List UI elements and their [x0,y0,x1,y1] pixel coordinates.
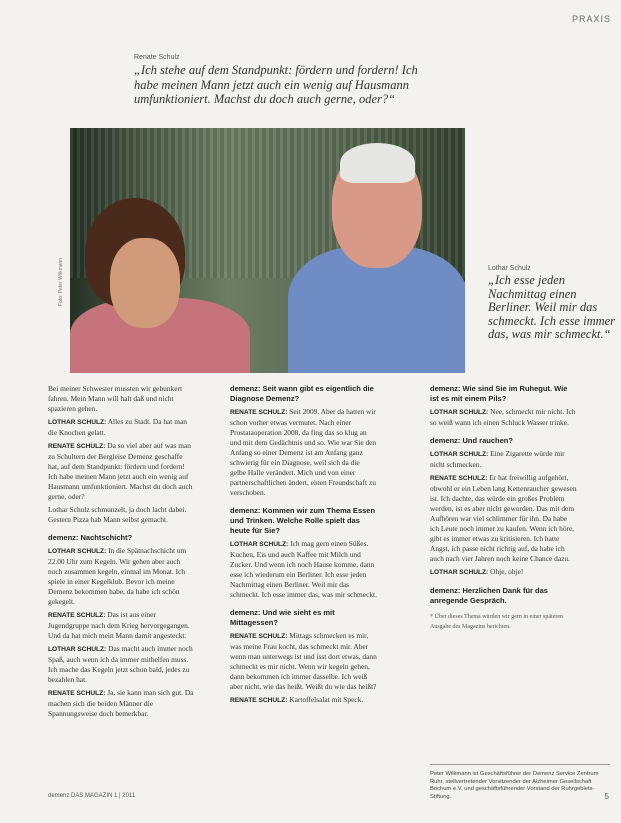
paragraph [230,407,377,498]
paragraph-text: Ohje, ohje! [490,567,524,576]
paragraph [48,546,195,607]
paragraph-text: Nee, schmeckt mir nicht. Ich so weiß wann ich einen Schluck Wasser trinke. [430,407,576,427]
interview-question: demenz: Nachtschicht? [48,533,133,542]
paragraph [230,539,377,600]
speaker: LOTHAR SCHULZ: [48,646,107,653]
author-bio: Peter Wilkmann ist Geschäftsführer der Demenz Service Zentrum Ruhr, stellvertretender Vorsitzender der Alzheimer Gesellschaft Bochum e.V. und geschäftsführender Vorstand der Ruhrgebiets-Stiftung. [430,764,610,801]
speaker: RENATE SCHULZ: [48,690,106,697]
speaker: LOTHAR SCHULZ: [430,451,489,458]
paragraph [430,407,577,428]
speaker: LOTHAR SCHULZ: [48,419,107,426]
quote-text: „Ich esse jeden Nachmittag einen Berliner. Weil mir das schmeckt. Ich esse immer das, was mir schmeckt.“ [488,273,616,341]
paragraph [230,695,377,706]
paragraph-text: Eine Zigarette würde mir nicht schmecken. [430,449,565,469]
top-pull-quote [134,54,434,107]
speaker: LOTHAR SCHULZ: [230,541,289,548]
article-column-3 [430,384,577,632]
speaker: LOTHAR SCHULZ: [430,569,489,576]
interview-question: demenz: Wie sind Sie im Ruhegut. Wie ist es mit einem Pils? [430,384,568,403]
quote-speaker-name: Lothar Schulz [488,265,531,272]
side-pull-quote [488,265,616,342]
paragraph [430,449,577,470]
paragraph: Lothar Schulz schmunzelt, ja doch lacht dabei. Gestern Pizza hab Mann selbst gemacht. [48,505,187,524]
speaker: RENATE SCHULZ: [48,443,106,450]
speaker: RENATE SCHULZ: [230,697,288,704]
paragraph-text: Mittags schmecken es mir, was meine Frau kocht, das schmeckt mir. Aber wenn man unterwegs ist und isst dort etwas, dann schmeckt es mir nicht. Wenn wir kegeln gehen, dann bekommen ich immer dasselbe. Ich weiß aber nicht, wie das heißt. Weißt du wie das heißt? [230,631,377,691]
quote-speaker-name: Renate Schulz [134,54,180,61]
speaker: RENATE SCHULZ: [230,409,288,416]
paragraph [430,473,577,564]
paragraph-text: Da so viel aber auf was man zu Schultern der Bergleise Demenz geschaffe hat, auf dem Standpunkt: fördern und fordern! Ich habe meinen Mann jetzt auch ein wenig auf Hausmann umfunktioniert. Machst du doch auch gerne, oder? [48,441,193,501]
paragraph [48,417,195,438]
paragraph-text: Ich mag gern einen Süßes. Kuchen, Eis und auch Kaffee mit Milch und Zucker. Und wenn ich noch Hause komme, dann esse ich wiederum ein Berliner. Ich esse jeden Nachmittag einen Berliner. Weil mir das schmeckt. Ich esse immer das, was mir schmeckt. [230,539,377,599]
magazine-footer: demenz DAS MAGAZIN 1 | 2011 [48,793,136,799]
paragraph [48,688,195,719]
paragraph [48,441,195,502]
paragraph-text: Er hat freiwillig aufgehört, obwohl er ein Leben lang Kettenraucher gewesen ist. Ich dachte, das würde ein großes Problem werden, ist es aber nicht geworden. Das mit dem Aufhören war viel schlimmer für ihn. Da habe ich Leute noch immer zu kaufen. Wenn ich höre, gibt es immer etwas zu kritisieren. Ich hatte Angst, ich passe nicht richtig auf, da habe ich auch nach vier Jahren noch keine Chance dazu. [430,473,577,563]
footnote: * Über dieses Thema würden wir gern in einer späteren Ausgabe des Magazins berichten. [430,614,564,630]
interview-question: demenz: Seit wann gibt es eigentlich die Diagnose Demenz? [230,384,374,403]
paragraph [48,610,195,641]
interview-question: demenz: Und rauchen? [430,436,513,445]
quote-text: „Ich stehe auf dem Standpunkt: fördern und fordern! Ich habe meinen Mann jetzt auch ein wenig auf Hausmann umfunktioniert. Machst du doch auch gerne, oder?“ [134,63,418,106]
interview-question: demenz: Kommen wir zum Thema Essen und Trinken. Welche Rolle spielt das heute für Sie? [230,506,376,535]
paragraph-text: Kartoffelsalat mit Speck. [289,695,364,704]
paragraph-text: In die Spätnachschicht um 22.00 Uhr zum Kegeln. Wir gehen aber auch noch zusammen kegeln, einmal im Monat. Ich spiele in einer Kegelklub. Bevor ich meine Demenz bekommen habe, da habe ich schön gekegelt. [48,546,187,606]
interview-question: demenz: Und wie sieht es mit Mittagessen? [230,608,335,627]
speaker: LOTHAR SCHULZ: [430,409,489,416]
speaker: LOTHAR SCHULZ: [48,548,107,555]
interview-photo [70,128,465,373]
article-column-1 [48,384,195,722]
photo-credit: Foto: Peter Wilkmann [58,257,64,306]
interview-question: demenz: Herzlichen Dank für das anregende Gespräch. [430,586,548,605]
man-figure-hair [340,143,415,183]
paragraph-text: Alles zu Stadt. Da hat man die Knochen gelatt. [48,417,187,437]
paragraph-text: Ja, sie kann man sich gut. Da machen sich die beiden Männer die Spannungsweise doch bemerkbar. [48,688,194,718]
paragraph-text: Das macht auch immer noch Spaß, auch wenn ich da immer mithelfen muss. Ich mache das Kegeln jetzt schon bald, jedes zu bezahlen hat. [48,644,193,684]
speaker: RENATE SCHULZ: [48,612,106,619]
paragraph [430,567,577,578]
paragraph: Bei meiner Schwester mussten wir gebunkert fahren. Mein Mann will halt daß und nicht spazieren gehen. [48,384,183,413]
paragraph-text: Das ist aus einer Jugendgruppe nach dem Krieg hervorgegangen. Und da hat mich mein Mann damit angesteckt. [48,610,190,640]
speaker: RENATE SCHULZ: [230,633,288,640]
page-number: 5 [604,792,609,801]
article-column-2 [230,384,377,709]
paragraph-text: Seit 2009. Aber da hatten wir schon vorher etwas vermutet. Nach einer Prostataoperation 2008, da fing das so klug an und mit dem Gedächtnis und so. Wie war Sie den Anfang so einer Demenz ist am Anfang ganz schwierig für ein Diagnose, weil sich da die gelbe Halle verändert. Mich und von einer partnerschaftlichen ändert, einen Freundschaft zu verschoben. [230,407,377,497]
woman-figure-face [110,238,180,328]
section-label: PRAXIS [571,14,611,24]
paragraph [48,644,195,685]
paragraph [230,631,377,692]
speaker: RENATE SCHULZ: [430,475,488,482]
